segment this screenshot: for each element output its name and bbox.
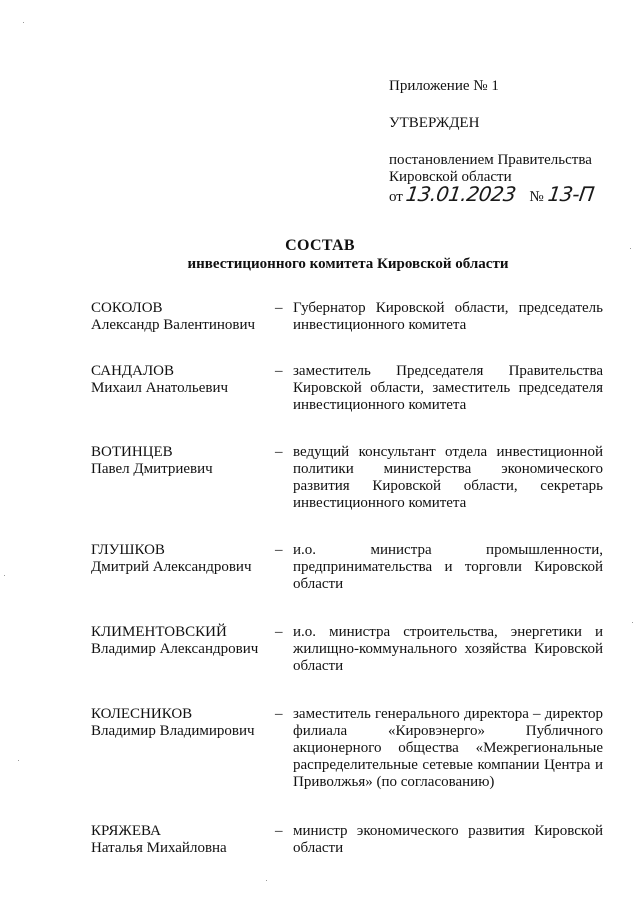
member-role: и.о. министра промышленности, предпринимательства и торговли Кировской области <box>293 542 603 592</box>
committee-members-list <box>91 300 603 857</box>
scan-speck <box>23 22 24 23</box>
member-given-names: Наталья Михайловна <box>91 840 227 856</box>
member-surname: ВОТИНЦЕВ <box>91 444 173 460</box>
scan-speck <box>266 880 267 881</box>
member-role: Губернатор Кировской области, председатель инвестиционного комитета <box>293 300 603 333</box>
member-given-names: Павел Дмитриевич <box>91 461 213 477</box>
member-surname: КОЛЕСНИКОВ <box>91 706 193 722</box>
member-name <box>91 363 275 414</box>
member-entry <box>91 542 603 593</box>
member-name <box>91 300 275 334</box>
member-dash: – <box>275 624 283 640</box>
scan-speck <box>18 760 19 761</box>
approved-label: УТВЕРЖДЕН <box>389 115 480 131</box>
member-entry <box>91 363 603 414</box>
scan-speck <box>632 622 633 623</box>
appendix-label: Приложение № 1 <box>389 78 499 94</box>
member-name <box>91 444 275 512</box>
member-given-names: Владимир Владимирович <box>91 723 255 739</box>
scan-speck <box>630 248 631 249</box>
member-surname: САНДАЛОВ <box>91 363 174 379</box>
member-surname: КЛИМЕНТОВСКИЙ <box>91 624 227 640</box>
from-prefix: от <box>389 189 403 205</box>
handwritten-date: 13.01.2023 <box>404 182 518 206</box>
member-name <box>91 542 275 593</box>
member-name <box>91 706 275 791</box>
decree-date-number-line <box>389 182 619 206</box>
member-entry <box>91 823 603 857</box>
scan-speck <box>4 575 5 576</box>
member-given-names: Владимир Александрович <box>91 641 259 657</box>
member-entry <box>91 706 603 791</box>
decree-line-1: постановлением Правительства <box>389 152 592 168</box>
member-role: заместитель генерального директора – директор филиала «Кировэнерго» Публичного акционерного общества «Межрегиональные распределительные сетевые компании Центра и Приволжья» (по согласованию) <box>293 706 603 790</box>
member-dash: – <box>275 363 283 379</box>
number-prefix: № <box>529 189 544 205</box>
member-entry <box>91 444 603 512</box>
member-dash: – <box>275 444 283 460</box>
document-title: СОСТАВ <box>285 237 355 254</box>
approval-block <box>389 78 619 206</box>
member-name <box>91 823 275 857</box>
member-given-names: Александр Валентинович <box>91 317 256 333</box>
member-role: заместитель Председателя Правительства Кировской области, заместитель председателя инвестиционного комитета <box>293 363 603 413</box>
member-given-names: Михаил Анатольевич <box>91 380 229 396</box>
member-dash: – <box>275 706 283 722</box>
document-subtitle: инвестиционного комитета Кировской области <box>187 256 509 272</box>
member-surname: СОКОЛОВ <box>91 300 163 316</box>
document-title-block <box>0 236 640 274</box>
member-role: ведущий консультант отдела инвестиционной политики министерства экономического развития Кировской области, секретарь инвестиционного комитета <box>293 444 603 511</box>
handwritten-number: 13-П <box>546 182 596 206</box>
member-given-names: Дмитрий Александрович <box>91 559 252 575</box>
member-surname: КРЯЖЕВА <box>91 823 161 839</box>
member-entry <box>91 300 603 334</box>
member-role: и.о. министра строительства, энергетики и жилищно-коммунального хозяйства Кировской области <box>293 624 603 674</box>
member-dash: – <box>275 823 283 839</box>
member-dash: – <box>275 300 283 316</box>
member-role: министр экономического развития Кировской области <box>293 823 603 856</box>
member-dash: – <box>275 542 283 558</box>
member-entry <box>91 624 603 675</box>
member-surname: ГЛУШКОВ <box>91 542 165 558</box>
decree-line-2: Кировской области <box>389 169 512 185</box>
member-name <box>91 624 275 675</box>
